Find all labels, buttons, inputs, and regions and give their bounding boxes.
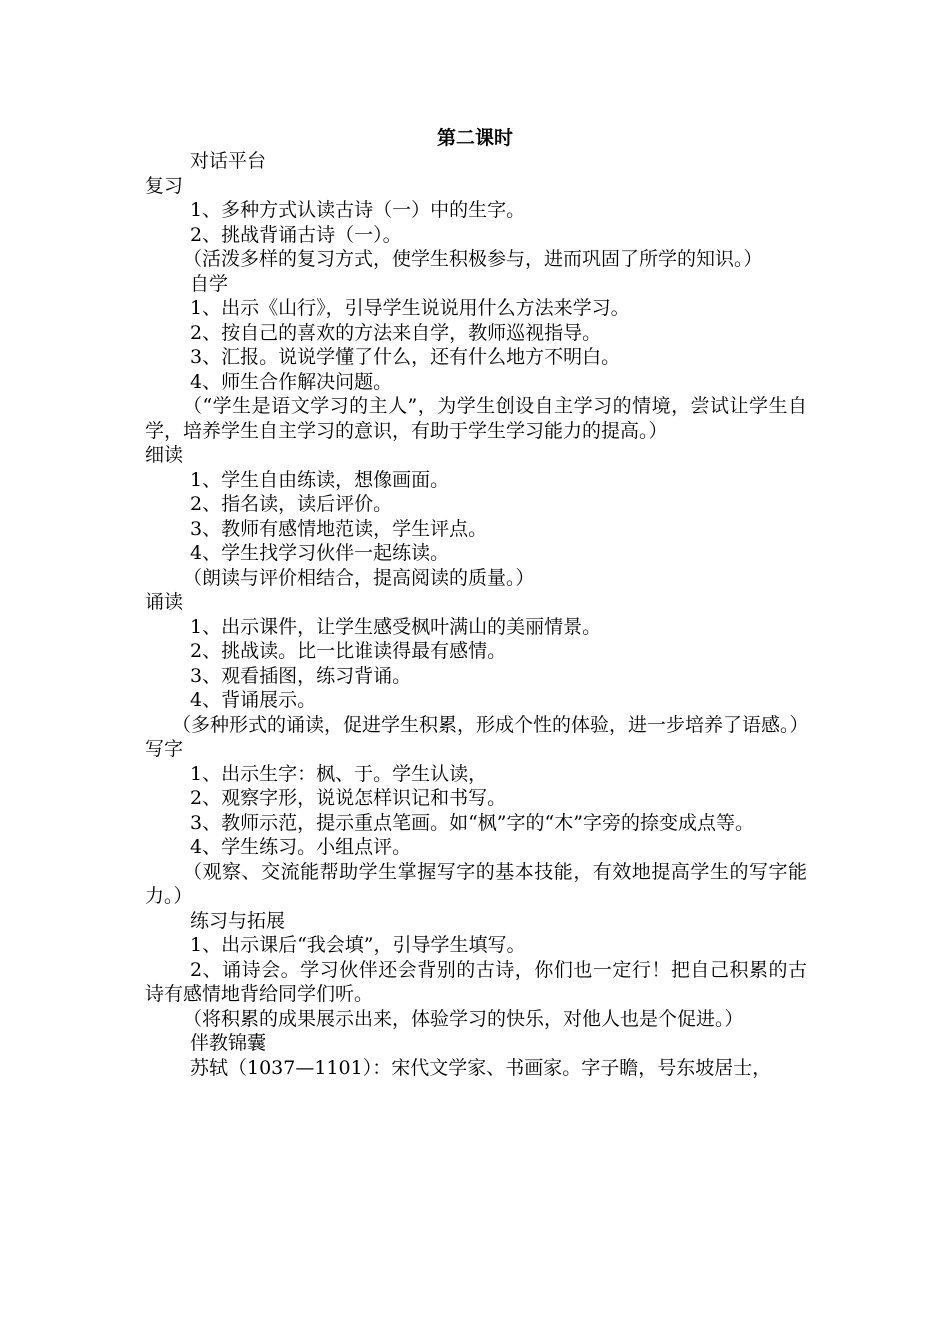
paragraph: 3、汇报。说说学懂了什么，还有什么地方不明白。 <box>190 346 621 368</box>
paragraph: 2、挑战背诵古诗（一）。 <box>190 223 402 246</box>
paragraph: 1、多种方式认读古诗（一）中的生字。 <box>190 199 526 221</box>
paragraph: 练习与拓展 <box>190 909 286 932</box>
paragraph: （观察、交流能帮助学生掌握写字的基本技能，有效地提高学生的写字能力。） <box>145 860 807 907</box>
paragraph: 苏轼（1037—1101）：宋代文学家、书画家。字子瞻，号东坡居士， <box>190 1056 772 1079</box>
paragraph: （将积累的成果展示出来，体验学习的快乐，对他人也是个促进。） <box>183 1007 744 1030</box>
page-title: 第二课时 <box>436 127 513 149</box>
paragraph: （活泼多样的复习方式，使学生积极参与，进而巩固了所学的知识。） <box>183 248 763 270</box>
paragraph: 4、师生合作解决问题。 <box>190 370 393 393</box>
paragraph: 伴教锦囊 <box>190 1032 267 1054</box>
paragraph: 2、指名读，读后评价。 <box>190 493 393 515</box>
paragraph: 写字 <box>145 738 184 760</box>
paragraph: 2、按自己的喜欢的方法来自学，教师巡视指导。 <box>190 321 602 344</box>
paragraph: 2、观察字形，说说怎样识记和书写。 <box>190 787 507 809</box>
paragraph: 复习 <box>145 174 184 197</box>
paragraph: 1、出示课件，让学生感受枫叶满山的美丽情景。 <box>190 615 602 638</box>
paragraph: 对话平台 <box>190 150 267 172</box>
paragraph: （“学生是语文学习的主人”，为学生创设自主学习的情境，尝试让学生自学，培养学生自主学习的意识，有助于学生学习能力的提高。） <box>145 395 807 442</box>
paragraph: 2、挑战读。比一比谁读得最有感情。 <box>190 640 507 662</box>
paragraph: 3、教师示范，提示重点笔画。如“枫”字的“木”字旁的捺变成点等。 <box>190 811 754 834</box>
paragraph: 1、出示《山行》，引导学生说说用什么方法来学习。 <box>190 297 630 319</box>
paragraph: 1、学生自由练读，想像画面。 <box>190 468 450 491</box>
paragraph: 1、出示课后“我会填”，引导学生填写。 <box>190 934 526 956</box>
paragraph: 1、出示生字：枫、于。学生认读， <box>190 762 488 785</box>
paragraph: 3、教师有感情地范读，学生评点。 <box>190 517 488 540</box>
paragraph: 4、背诵展示。 <box>190 689 317 711</box>
paragraph: 3、观看插图，练习背诵。 <box>190 664 412 687</box>
paragraph: 诵读 <box>145 591 184 613</box>
paragraph: 细读 <box>145 444 184 466</box>
document-body <box>145 149 807 1080</box>
paragraph: 2、诵诗会。学习伙伴还会背别的古诗，你们也一定行！把自己积累的古诗有感情地背给同学们听。 <box>145 958 807 1005</box>
paragraph: 自学 <box>190 272 229 295</box>
paragraph: （朗读与评价相结合，提高阅读的质量。） <box>183 566 535 589</box>
paragraph: 4、学生练习。小组点评。 <box>190 836 412 858</box>
paragraph: （多种形式的诵读，促进学生积累，形成个性的体验，进一步培养了语感。） <box>172 713 809 736</box>
paragraph: 4、学生找学习伙伴一起练读。 <box>190 542 450 564</box>
